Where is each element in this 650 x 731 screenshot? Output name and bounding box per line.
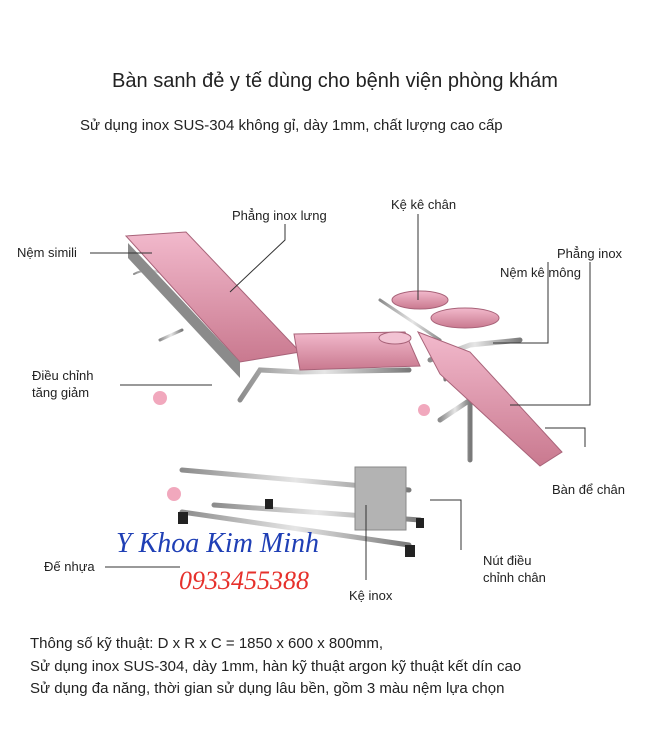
label-dieu-chinh-line1: Điều chỉnh (32, 368, 94, 383)
watermark-brand: Y Khoa Kim Minh (116, 528, 320, 559)
label-nut-dieu-line2: chỉnh chân (483, 570, 546, 585)
label-nem-simili: Nệm simili (17, 245, 77, 260)
label-ke-ke-chan: Kệ kê chân (391, 197, 457, 212)
label-dieu-chinh-line2: tăng giảm (32, 385, 90, 400)
label-ban-de-chan: Bàn để chân (552, 482, 626, 497)
watermark-phone: 0933455388 (179, 566, 309, 595)
label-phang-inox: Phẳng inox (557, 246, 623, 261)
page-subtitle: Sử dụng inox SUS-304 không gỉ, dày 1mm, chất lượng cao cấp (80, 117, 503, 134)
spec-line-3: Sử dụng đa năng, thời gian sử dụng lâu bền, gồm 3 màu nệm lựa chọn (30, 680, 505, 697)
spec-line-1: Thông số kỹ thuật: D x R x C = 1850 x 600 x 800mm, (30, 635, 384, 652)
spec-line-2: Sử dụng inox SUS-304, dày 1mm, hàn kỹ thuật argon kỹ thuật kết dín cao (30, 658, 522, 675)
label-ke-inox: Kệ inox (349, 588, 393, 603)
page-title: Bàn sanh đẻ y tế dùng cho bệnh viện phòng khám (112, 70, 558, 92)
label-nut-dieu-line1: Nút điều (483, 553, 532, 568)
label-de-nhua: Đế nhựa (44, 559, 95, 574)
label-phang-inox-lung: Phẳng inox lưng (232, 208, 327, 223)
label-nem-ke-mong: Nệm kê mông (500, 265, 581, 280)
